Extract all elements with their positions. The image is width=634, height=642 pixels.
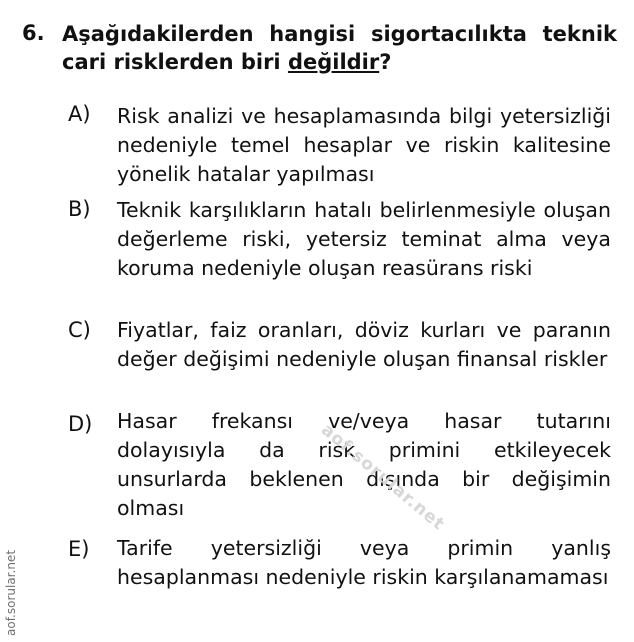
option-a-text: Risk analizi ve hesaplamasında bilgi yetersizliği nedeniyle temel hesaplar ve riskin kalitesine yönelik hatalar yapılması — [117, 104, 611, 186]
question-stem-text: Aşağıdakilerden hangisi sigortacılıkta teknik cari risklerden biri — [62, 22, 617, 74]
option-a-letter: A) — [68, 102, 91, 126]
option-b-letter: B) — [68, 197, 91, 221]
option-b-text: Teknik karşılıkların hatalı belirlenmesiyle oluşan değerleme riski, yetersiz teminat alma veya koruma nedeniyle oluşan reasürans riski — [117, 198, 611, 280]
watermark-diagonal: aof.sorular.net — [317, 420, 449, 535]
option-c-letter: C) — [68, 318, 91, 342]
question-stem-end: ? — [379, 50, 392, 74]
question-number: 6. — [22, 21, 45, 45]
option-e-text: Tarife yetersizliği veya primin yanlış hesaplanması nedeniyle riskin karşılanamaması — [117, 536, 611, 589]
option-e-letter: E) — [68, 537, 90, 561]
option-d-letter: D) — [68, 412, 93, 436]
option-d-text: Hasar frekansı ve/veya hasar tutarını dolayısıyla da risk primini etkileyecek unsurlarda beklenen dışında bir değişimin olması — [117, 409, 611, 520]
question-stem — [62, 20, 617, 76]
watermark-side: aof.sorular.net — [4, 549, 18, 636]
option-c-text: Fiyatlar, faiz oranları, döviz kurları ve paranın değer değişimi nedeniyle oluşan finansal riskler — [117, 318, 611, 371]
question-stem-emphasis: değildir — [287, 50, 380, 74]
